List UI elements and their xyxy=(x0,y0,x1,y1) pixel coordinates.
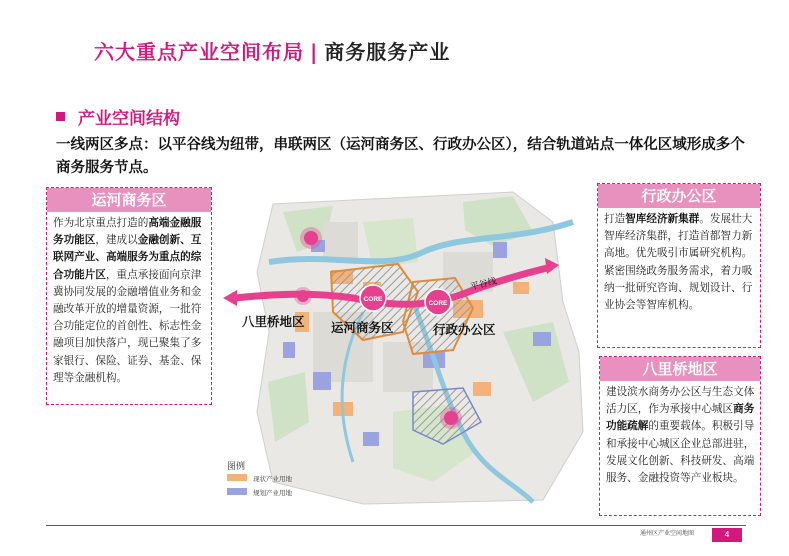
text-run: 。发展壮大智库经济集群，打造首都智力新高地。优先吸引市属研究机构。紧密围绕政务服务需求，着力吸纳一批研究咨询、规划设计、行业协会等智库机构。 xyxy=(604,213,753,312)
map-existing-land xyxy=(513,282,529,294)
map-node-baliqiao xyxy=(297,290,309,302)
panel-yunhe-text xyxy=(53,215,207,387)
map-label-xingzheng: 行政办公区 xyxy=(433,322,496,337)
text-run: 建设滨水商务办公区与生态文体活力区，作为承接中心城区 xyxy=(606,386,755,416)
text-run: 的重要载体。积极引导和承接中心城区企业总部进驻，发展文化创新、科技研发、高端服务、金融投资等产业板块。 xyxy=(606,420,755,485)
map-label-baliqiao: 八里桥地区 xyxy=(242,314,305,329)
map-node-south xyxy=(444,411,458,425)
map-core-xingzheng-label: CORE xyxy=(428,300,448,307)
text-run: ，建成以 xyxy=(95,234,138,247)
text-emphasis: 智库经济新集群 xyxy=(625,213,700,225)
text-emphasis: 商务功能疏解 xyxy=(606,403,755,433)
panel-xingzheng-text xyxy=(604,211,756,314)
legend-label-existing: 现状产业用地 xyxy=(253,475,292,483)
text-run: 打造 xyxy=(604,213,626,225)
panel-yunhe-title: 运河商务区 xyxy=(47,188,211,212)
title-separator: | xyxy=(310,40,319,64)
map-label-yunhe: 运河商务区 xyxy=(331,320,394,335)
section-bullet-icon xyxy=(56,112,65,121)
footer-text: 通州区产业空间地图 xyxy=(640,530,695,537)
page-number: 4 xyxy=(712,528,742,542)
map-planned-land xyxy=(493,242,507,258)
panel-baliqiao xyxy=(599,356,761,516)
map-line-arrow-left-icon xyxy=(223,290,237,306)
text-emphasis: 高端金融服务功能区 xyxy=(53,217,202,247)
map-core-yunhe-label: CORE xyxy=(363,296,383,303)
text-emphasis: 金融创新、互联网产业、高端服务为重点的综合功能片区 xyxy=(53,234,202,281)
legend-swatch-planned xyxy=(227,488,247,495)
text-run: 作为北京重点打造的 xyxy=(53,217,149,229)
title-main: 六大重点产业空间布局 xyxy=(94,40,304,64)
legend-title: 图例 xyxy=(227,462,246,472)
map-line-label: 平谷线 xyxy=(469,276,498,293)
map-planned-land xyxy=(283,342,295,358)
page-title xyxy=(94,36,450,65)
panel-xingzheng-title: 行政办公区 xyxy=(598,184,760,208)
footer-divider xyxy=(46,525,746,526)
map-planned-land xyxy=(533,332,551,346)
map-node-north xyxy=(304,231,318,245)
panel-baliqiao-title: 八里桥地区 xyxy=(600,357,760,381)
panel-xingzheng xyxy=(597,183,761,348)
map-block xyxy=(323,222,358,262)
map-existing-land xyxy=(473,382,491,396)
legend-label-planned: 规划产业用地 xyxy=(253,489,292,497)
map-planned-land xyxy=(313,372,331,390)
map-planned-land xyxy=(363,432,379,446)
panel-yunhe xyxy=(46,187,212,405)
title-sub: 商务服务产业 xyxy=(324,40,451,64)
text-run: ，重点承接面向京津冀协同发展的金融增值业务和金融改革开放的增量资源，一批符合功能定位的首创性、标志性金融项目加快落户，现已聚集了多家银行、保险、证券、基金、保理等金融机构。 xyxy=(53,268,202,384)
intro-text: 一线两区多点：以平谷线为纽带，串联两区（运河商务区、行政办公区），结合轨道站点一体化区域形成多个商务服务节点。 xyxy=(56,137,745,176)
district-map xyxy=(213,182,589,512)
section-title: 产业空间结构 xyxy=(78,109,180,129)
legend-swatch-existing xyxy=(227,474,247,481)
panel-baliqiao-text xyxy=(606,384,756,487)
